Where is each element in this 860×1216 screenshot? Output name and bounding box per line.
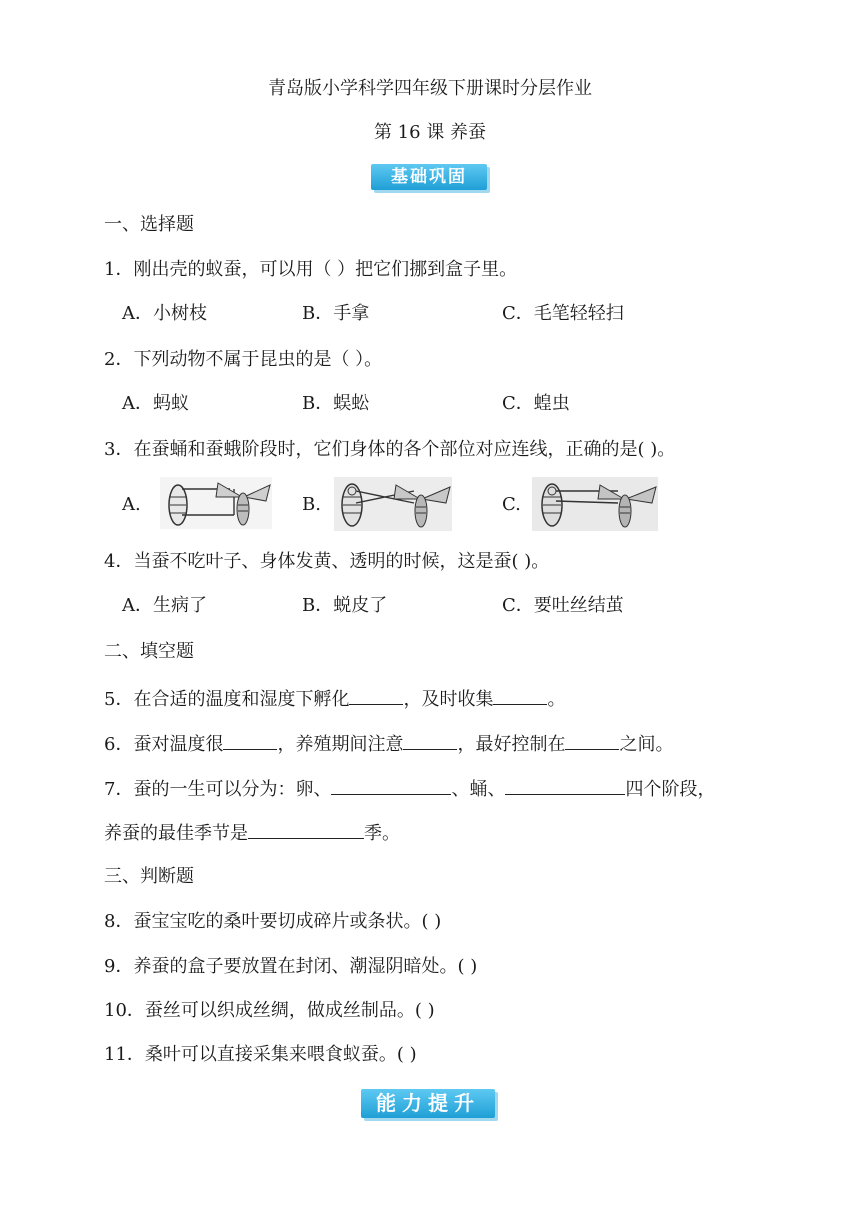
q7-text-5: 季。	[364, 823, 400, 844]
question-2: 2．下列动物不属于昆虫的是（ ）。	[104, 349, 383, 370]
q7-text-3: 四个阶段，	[625, 779, 716, 800]
q7-blank-3[interactable]	[248, 820, 364, 839]
question-6	[104, 731, 673, 757]
badge-advanced: 能力提升	[361, 1089, 495, 1118]
question-7	[104, 776, 715, 802]
section-judge-title: 三、判断题	[104, 866, 194, 887]
q7-blank-2[interactable]	[505, 776, 625, 795]
q4-option-b: B．蜕皮了	[302, 595, 388, 616]
q6-text-4: 之间。	[619, 734, 674, 755]
q3-option-a: A.	[122, 494, 141, 515]
question-1: 1．刚出壳的蚁蚕，可以用（ ）把它们挪到盒子里。	[104, 259, 518, 280]
pupa-moth-diagram-c	[532, 477, 658, 531]
q1-option-c: C．毛笔轻轻扫	[502, 303, 624, 324]
q7-text-2: 、蛹、	[451, 779, 506, 800]
q5-blank-2[interactable]	[493, 686, 547, 705]
q2-option-a: A．蚂蚁	[122, 393, 189, 414]
question-5	[104, 686, 565, 712]
q6-blank-3[interactable]	[565, 731, 619, 750]
question-11: 11．桑叶可以直接采集来喂食蚁蚕。( )	[104, 1044, 417, 1065]
question-3: 3．在蚕蛹和蚕蛾阶段时，它们身体的各个部位对应连线，正确的是( )。	[104, 439, 676, 460]
q5-text-3: 。	[547, 689, 566, 710]
question-4: 4．当蚕不吃叶子、身体发黄、透明的时候，这是蚕( )。	[104, 551, 550, 572]
pupa-moth-diagram-b	[334, 477, 452, 531]
badge-basic: 基础巩固	[371, 164, 487, 190]
q6-text-2: ，养殖期间注意	[277, 734, 404, 755]
q7-text-1: 7．蚕的一生可以分为：卵、	[104, 779, 332, 800]
question-10: 10．蚕丝可以织成丝绸，做成丝制品。( )	[104, 1000, 435, 1021]
question-7-cont	[104, 820, 400, 846]
q6-text-3: ，最好控制在	[457, 734, 566, 755]
q3-option-b: B.	[302, 494, 321, 515]
page-title: 青岛版小学科学四年级下册课时分层作业	[268, 78, 592, 99]
q5-blank-1[interactable]	[349, 686, 403, 705]
q7-text-4: 养蚕的最佳季节是	[104, 823, 248, 844]
section-choice-title: 一、选择题	[104, 214, 194, 235]
q1-option-b: B．手拿	[302, 303, 370, 324]
q4-option-c: C．要吐丝结茧	[502, 595, 624, 616]
q1-option-a: A．小树枝	[122, 303, 207, 324]
q2-option-b: B．蜈蚣	[302, 393, 370, 414]
q6-blank-2[interactable]	[403, 731, 457, 750]
q6-blank-1[interactable]	[223, 731, 277, 750]
q5-text-2: ，及时收集	[403, 689, 494, 710]
q3-option-c: C.	[502, 494, 521, 515]
lesson-title: 第 16 课 养蚕	[373, 122, 487, 143]
pupa-moth-diagram-a	[160, 477, 272, 529]
q7-blank-1[interactable]	[331, 776, 451, 795]
question-8: 8．蚕宝宝吃的桑叶要切成碎片或条状。( )	[104, 911, 442, 932]
q4-option-a: A．生病了	[122, 595, 207, 616]
question-9: 9．养蚕的盒子要放置在封闭、潮湿阴暗处。( )	[104, 956, 478, 977]
q2-option-c: C．蝗虫	[502, 393, 570, 414]
q6-text-1: 6．蚕对温度很	[104, 734, 224, 755]
section-fill-title: 二、填空题	[104, 641, 194, 662]
q5-text-1: 5．在合适的温度和湿度下孵化	[104, 689, 350, 710]
